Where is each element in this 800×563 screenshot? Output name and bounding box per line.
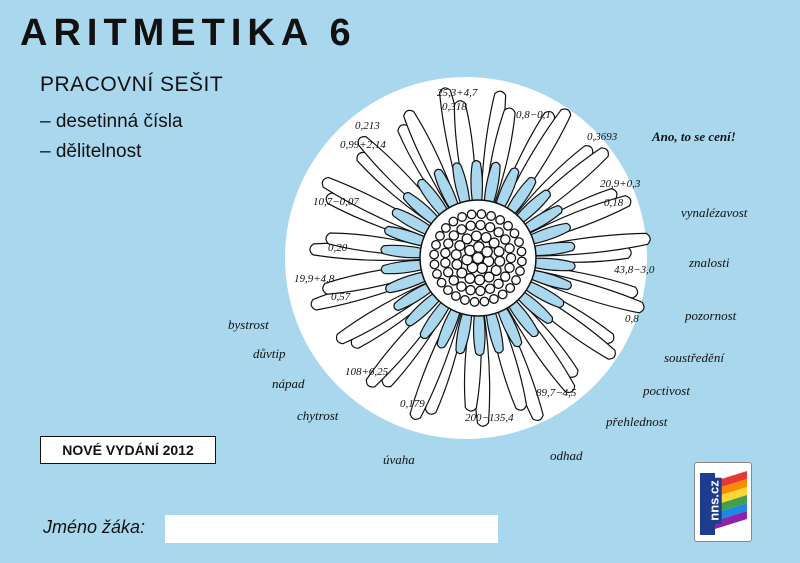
flower-seed bbox=[476, 220, 485, 229]
rainbow-books-icon bbox=[695, 463, 752, 542]
math-label: 0,57 bbox=[331, 291, 351, 303]
quality-word: znalosti bbox=[689, 255, 730, 270]
flower-seed bbox=[495, 256, 505, 266]
flower-seed bbox=[480, 297, 489, 306]
flower-seed bbox=[485, 284, 494, 293]
flower-seed bbox=[458, 213, 467, 222]
student-name-input[interactable] bbox=[165, 515, 498, 543]
flower-seed bbox=[501, 272, 510, 281]
flower-seed bbox=[515, 238, 524, 247]
flower-seed bbox=[457, 282, 466, 291]
math-label: 0,318 bbox=[442, 101, 467, 113]
quality-word: soustředění bbox=[664, 350, 724, 365]
flower-seed bbox=[506, 253, 515, 262]
math-label: 19,9+4,8 bbox=[294, 273, 335, 285]
math-label: 43,8−3,0 bbox=[614, 264, 655, 276]
flower-seed bbox=[444, 286, 453, 295]
flower-seed bbox=[467, 210, 476, 219]
flower-seed bbox=[477, 263, 487, 273]
flower-seed bbox=[436, 232, 445, 241]
book-subtitle: PRACOVNÍ SEŠIT bbox=[40, 73, 224, 96]
flower-seed bbox=[437, 278, 446, 287]
math-label: 25,3+4,7 bbox=[437, 87, 478, 99]
flower-seed bbox=[466, 286, 475, 295]
flower-seed bbox=[433, 270, 442, 279]
flower-seed bbox=[442, 224, 451, 233]
flower-seed bbox=[470, 298, 479, 307]
math-label: 0,20 bbox=[328, 242, 348, 254]
flower-seed bbox=[494, 247, 504, 257]
flower-seed bbox=[512, 276, 521, 285]
flower-seed bbox=[461, 296, 470, 305]
flower-seed bbox=[441, 258, 450, 267]
publisher-logo[interactable] bbox=[694, 462, 752, 542]
flower-seed bbox=[451, 250, 461, 260]
quality-word: důvtip bbox=[253, 346, 286, 361]
flower-seed bbox=[482, 247, 492, 257]
flower-seed bbox=[487, 212, 496, 221]
flower-seed bbox=[517, 247, 526, 256]
flower-seed bbox=[457, 225, 466, 234]
math-label: 0,3693 bbox=[587, 131, 618, 143]
flower-seed bbox=[477, 210, 486, 219]
flower-seed bbox=[484, 272, 494, 282]
flower-seed bbox=[444, 268, 453, 277]
flower-seed bbox=[432, 241, 441, 250]
flower-seed bbox=[494, 279, 503, 288]
flower-seeds bbox=[430, 210, 526, 306]
flower-seed bbox=[452, 292, 461, 301]
math-label: 20,9+0,3 bbox=[600, 178, 641, 190]
flower-seed bbox=[496, 216, 505, 225]
flower-seed bbox=[462, 234, 472, 244]
quality-word: vynalézavost bbox=[681, 205, 748, 220]
flower-seed bbox=[518, 257, 527, 266]
book-title: ARITMETIKA 6 bbox=[20, 12, 357, 54]
flower-seed bbox=[490, 295, 499, 304]
flower-seed bbox=[505, 263, 514, 272]
math-label: 108+6,25 bbox=[345, 366, 389, 378]
quality-word: poctivost bbox=[643, 383, 690, 398]
flower-seed bbox=[505, 244, 514, 253]
flower-seed bbox=[449, 231, 458, 240]
flower-seed bbox=[452, 260, 462, 270]
math-label: 0,8 bbox=[625, 313, 639, 325]
flower-seed bbox=[506, 284, 515, 293]
quality-word: nápad bbox=[272, 376, 305, 391]
quality-word: chytrost bbox=[297, 408, 339, 423]
flower-seed bbox=[486, 223, 495, 232]
edition-badge: NOVÉ VYDÁNÍ 2012 bbox=[40, 436, 216, 464]
quality-word: odhad bbox=[550, 448, 583, 463]
topic-divisibility: – dělitelnost bbox=[40, 141, 142, 162]
flower-seed bbox=[475, 275, 485, 285]
flower-seed bbox=[471, 231, 481, 241]
flower-seed bbox=[430, 250, 439, 259]
flower-seed bbox=[449, 276, 458, 285]
topic-decimals: – desetinná čísla bbox=[40, 111, 183, 132]
math-label: 0,18 bbox=[604, 197, 624, 209]
math-label: 0,99+2,14 bbox=[340, 139, 386, 151]
motto-text: Ano, to se cení! bbox=[652, 129, 736, 144]
math-label: 10,7−0,07 bbox=[313, 196, 359, 208]
math-label: 89,7−4,5 bbox=[536, 387, 577, 399]
flower-seed bbox=[466, 221, 475, 230]
quality-word: přehlednost bbox=[606, 414, 668, 429]
quality-word: bystrost bbox=[228, 317, 269, 332]
flower-seed bbox=[501, 235, 510, 244]
flower-seed bbox=[516, 267, 525, 276]
flower-seed bbox=[494, 228, 503, 237]
math-label: 200−135,4 bbox=[465, 412, 514, 424]
flower-seed bbox=[476, 286, 485, 295]
math-label: 0,179 bbox=[400, 398, 425, 410]
math-label: 0,8−0,1 bbox=[516, 109, 551, 121]
quality-word: pozornost bbox=[685, 308, 737, 323]
flower-seed bbox=[504, 222, 513, 231]
flower-seed bbox=[510, 229, 519, 238]
quality-word: úvaha bbox=[383, 452, 415, 467]
flower-seed bbox=[441, 248, 450, 257]
flower-seed bbox=[449, 217, 458, 226]
flower-seed bbox=[444, 239, 453, 248]
logo-text: nns.cz bbox=[707, 477, 722, 523]
flower-seed bbox=[430, 260, 439, 269]
student-name-label: Jméno žáka: bbox=[43, 517, 146, 537]
math-label: 0,213 bbox=[355, 120, 380, 132]
flower-seed bbox=[498, 290, 507, 299]
